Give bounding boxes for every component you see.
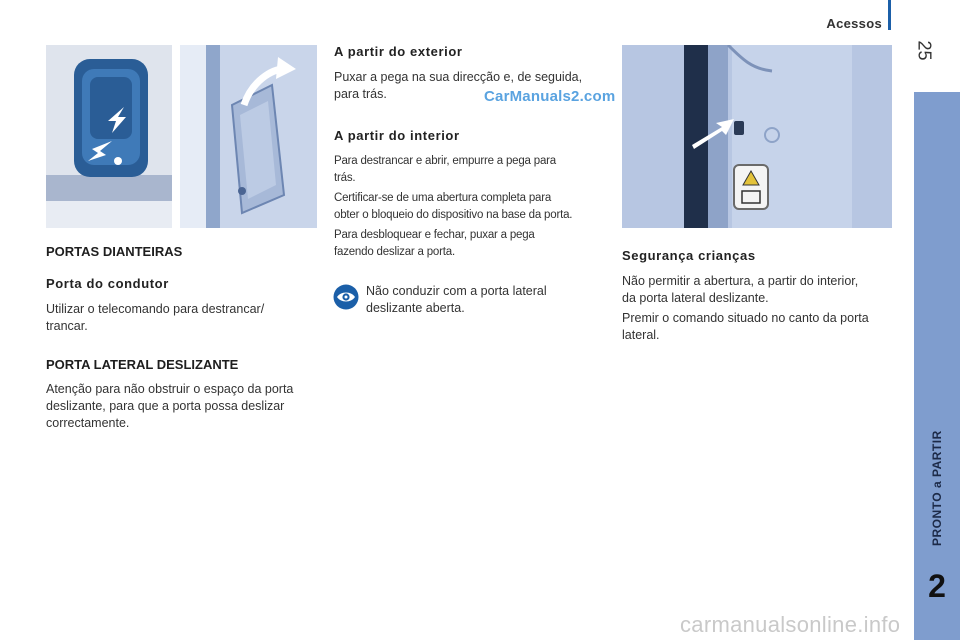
door-panel-illustration (180, 45, 317, 228)
child-safety-heading: Segurança crianças (622, 248, 756, 263)
outside-text-line-1: Puxar a pega na sua direcção e, de seguida, (334, 70, 583, 84)
inside-text-2-line-2: obter o bloqueio do dispositivo na base da porta. (334, 209, 573, 221)
inside-text-1-line-1: Para destrancar e abrir, empurre a pega para (334, 155, 556, 167)
child-safety-text-1-line-1: Não permitir a abertura, a partir do interior, (622, 274, 859, 288)
child-safety-text-1-line-2: da porta lateral deslizante. (622, 291, 769, 305)
inside-heading: A partir do interior (334, 128, 460, 143)
chapter-side-tab-label: PRONTO a PARTIR (930, 430, 944, 546)
child-safety-illustration (622, 45, 892, 228)
inside-text-2-line-1: Certificar-se de uma abertura completa para (334, 192, 552, 204)
sliding-door-text-line-3: correctamente. (46, 416, 130, 430)
driver-door-text-line-1: Utilizar o telecomando para destrancar/ (46, 302, 265, 316)
page-number: 25 (914, 40, 935, 61)
inside-text-3-line-2: fazendo deslizar a porta. (334, 246, 455, 258)
header-accent-bar (888, 0, 891, 30)
sliding-door-text-line-1: Atenção para não obstruir o espaço da porta (46, 382, 294, 396)
chapter-side-tab-label-wrap (914, 92, 960, 562)
child-safety-text-2-line-2: lateral. (622, 328, 660, 342)
sliding-door-text-line-2: deslizante, para que a porta possa deslizar (46, 399, 285, 413)
outside-text-line-2: para trás. (334, 87, 387, 101)
child-safety-text-2-line-1: Premir o comando situado no canto da porta (622, 311, 869, 325)
outside-heading: A partir do exterior (334, 44, 463, 59)
section-title: Acessos (826, 16, 882, 31)
eye-icon (333, 284, 359, 310)
driver-door-text-line-2: trancar. (46, 319, 88, 333)
note-text-line-2: deslizante aberta. (366, 301, 465, 315)
inside-text-3-line-1: Para desbloquear e fechar, puxar a pega (334, 229, 535, 241)
inside-text-1-line-2: trás. (334, 172, 356, 184)
door-handle-illustration (46, 45, 172, 228)
front-doors-heading: PORTAS DIANTEIRAS (46, 244, 183, 259)
chapter-number-box (914, 562, 960, 640)
chapter-number: 2 (928, 568, 946, 604)
driver-door-heading: Porta do condutor (46, 276, 169, 291)
watermark-top: CarManuals2.com (484, 88, 616, 105)
note-text-line-1: Não conduzir com a porta lateral (366, 284, 547, 298)
watermark-bottom: carmanualsonline.info (680, 612, 901, 637)
sliding-door-heading: PORTA LATERAL DESLIZANTE (46, 357, 239, 372)
